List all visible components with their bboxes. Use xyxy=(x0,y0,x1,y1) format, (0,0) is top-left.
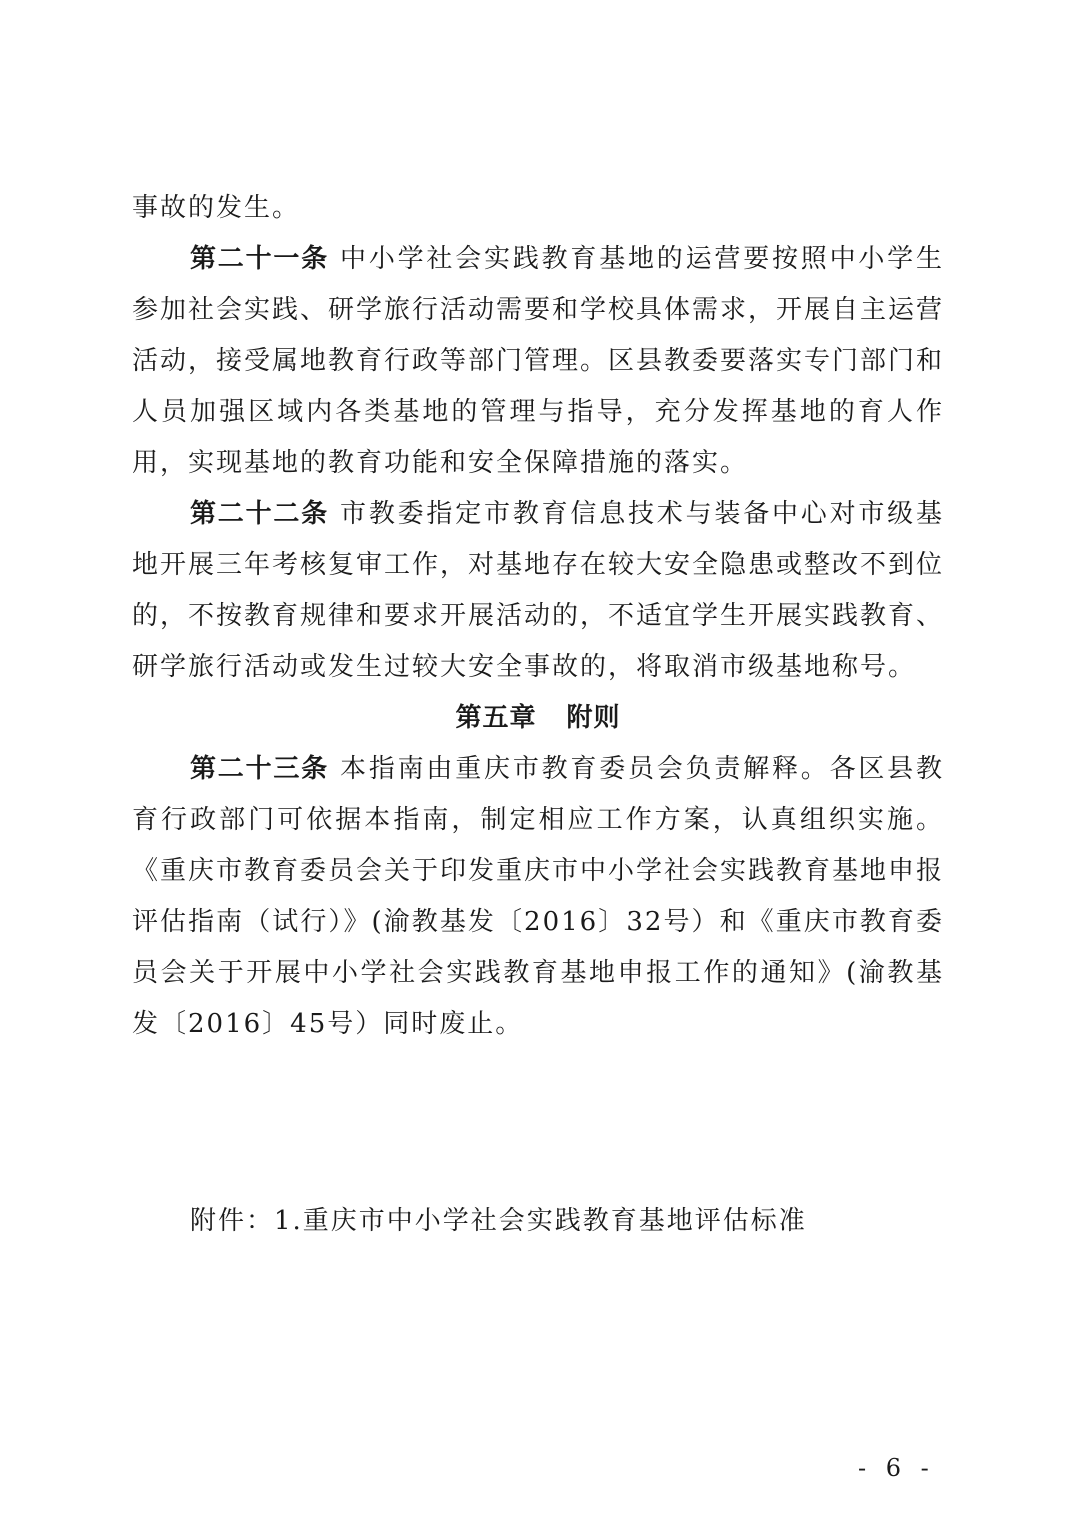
chapter-title: 附则 xyxy=(566,703,621,733)
article-22-text: 市教委指定市教育信息技术与装备中心对市级基地开展三年考核复审工作，对基地存在较大安全隐患或整改不到位的，不按教育规律和要求开展活动的，不适宜学生开展实践教育、研学旅行活动或发生过较大安全事故的，将取消市级基地称号。 xyxy=(132,499,945,682)
article-23-label: 第二十三条 xyxy=(190,754,329,784)
continuation-paragraph: 事故的发生。 xyxy=(132,193,301,223)
article-23-text: 本指南由重庆市教育委员会负责解释。各区县教育行政部门可依据本指南，制定相应工作方案，认真组织实施。《重庆市教育委员会关于印发重庆市中小学社会实践教育基地申报评估指南（试行）》(渝教基发〔2016〕32号）和《重庆市教育委员会关于开展中小学社会实践教育基地申报工作的通知》(渝教基发〔2016〕45号）同时废止。 xyxy=(132,754,945,1039)
chapter-heading xyxy=(132,693,944,744)
chapter-number: 第五章 xyxy=(455,703,537,733)
article-22 xyxy=(132,489,944,693)
document-body xyxy=(132,183,944,1050)
article-21-text: 中小学社会实践教育基地的运营要按照中小学生参加社会实践、研学旅行活动需要和学校具体需求，开展自主运营活动，接受属地教育行政等部门管理。区县教委要落实专门部门和人员加强区域内各类基地的管理与指导，充分发挥基地的育人作用，实现基地的教育功能和安全保障措施的落实。 xyxy=(132,244,945,478)
attachment-line: 附件：1.重庆市中小学社会实践教育基地评估标准 xyxy=(190,1206,807,1236)
article-23 xyxy=(132,744,944,1050)
page-number: - 6 - xyxy=(858,1454,935,1482)
article-22-label: 第二十二条 xyxy=(190,499,329,529)
article-21 xyxy=(132,234,944,489)
article-21-label: 第二十一条 xyxy=(190,244,329,274)
